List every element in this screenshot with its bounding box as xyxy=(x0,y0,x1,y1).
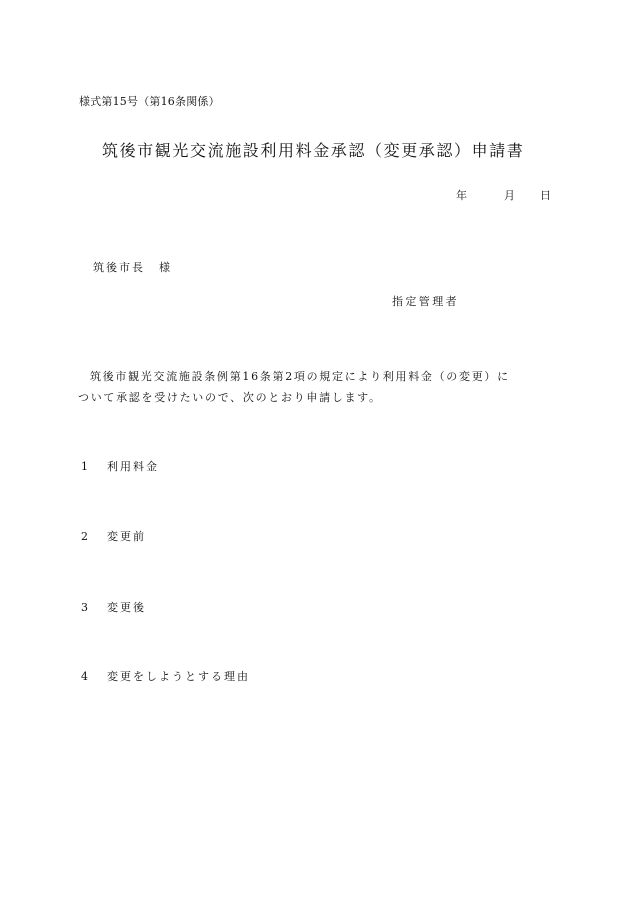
item-label: 変更前 xyxy=(107,530,146,543)
date-day-label: 日 xyxy=(540,189,551,202)
applicant-label: 指定管理者 xyxy=(392,295,459,308)
item-number: 1 xyxy=(81,460,90,473)
item-number: 2 xyxy=(81,530,90,543)
item-number: 4 xyxy=(81,670,90,683)
form-number: 様式第15号（第16条関係） xyxy=(79,95,220,108)
date-month-label: 月 xyxy=(504,189,515,202)
item-label: 変更後 xyxy=(107,601,146,614)
body-paragraph xyxy=(79,366,551,408)
body-line-2: ついて承認を受けたいので、次のとおり申請します。 xyxy=(78,391,382,404)
addressee-name: 筑後市長 xyxy=(93,261,145,274)
list-item xyxy=(81,602,146,613)
body-line-1: 筑後市観光交流施設条例第16条第2項の規定により利用料金（の変更）に xyxy=(90,370,510,383)
document-title: 筑後市観光交流施設利用料金承認（変更承認）申請書 xyxy=(102,141,525,160)
date-line xyxy=(456,190,551,201)
item-label: 利用料金 xyxy=(107,460,159,473)
addressee xyxy=(93,262,172,273)
item-label: 変更をしようとする理由 xyxy=(107,670,250,683)
item-number: 3 xyxy=(81,601,90,614)
list-item xyxy=(81,671,250,682)
addressee-honorific: 様 xyxy=(159,261,172,274)
list-item xyxy=(81,461,159,472)
date-year-label: 年 xyxy=(456,189,467,202)
list-item xyxy=(81,531,146,542)
